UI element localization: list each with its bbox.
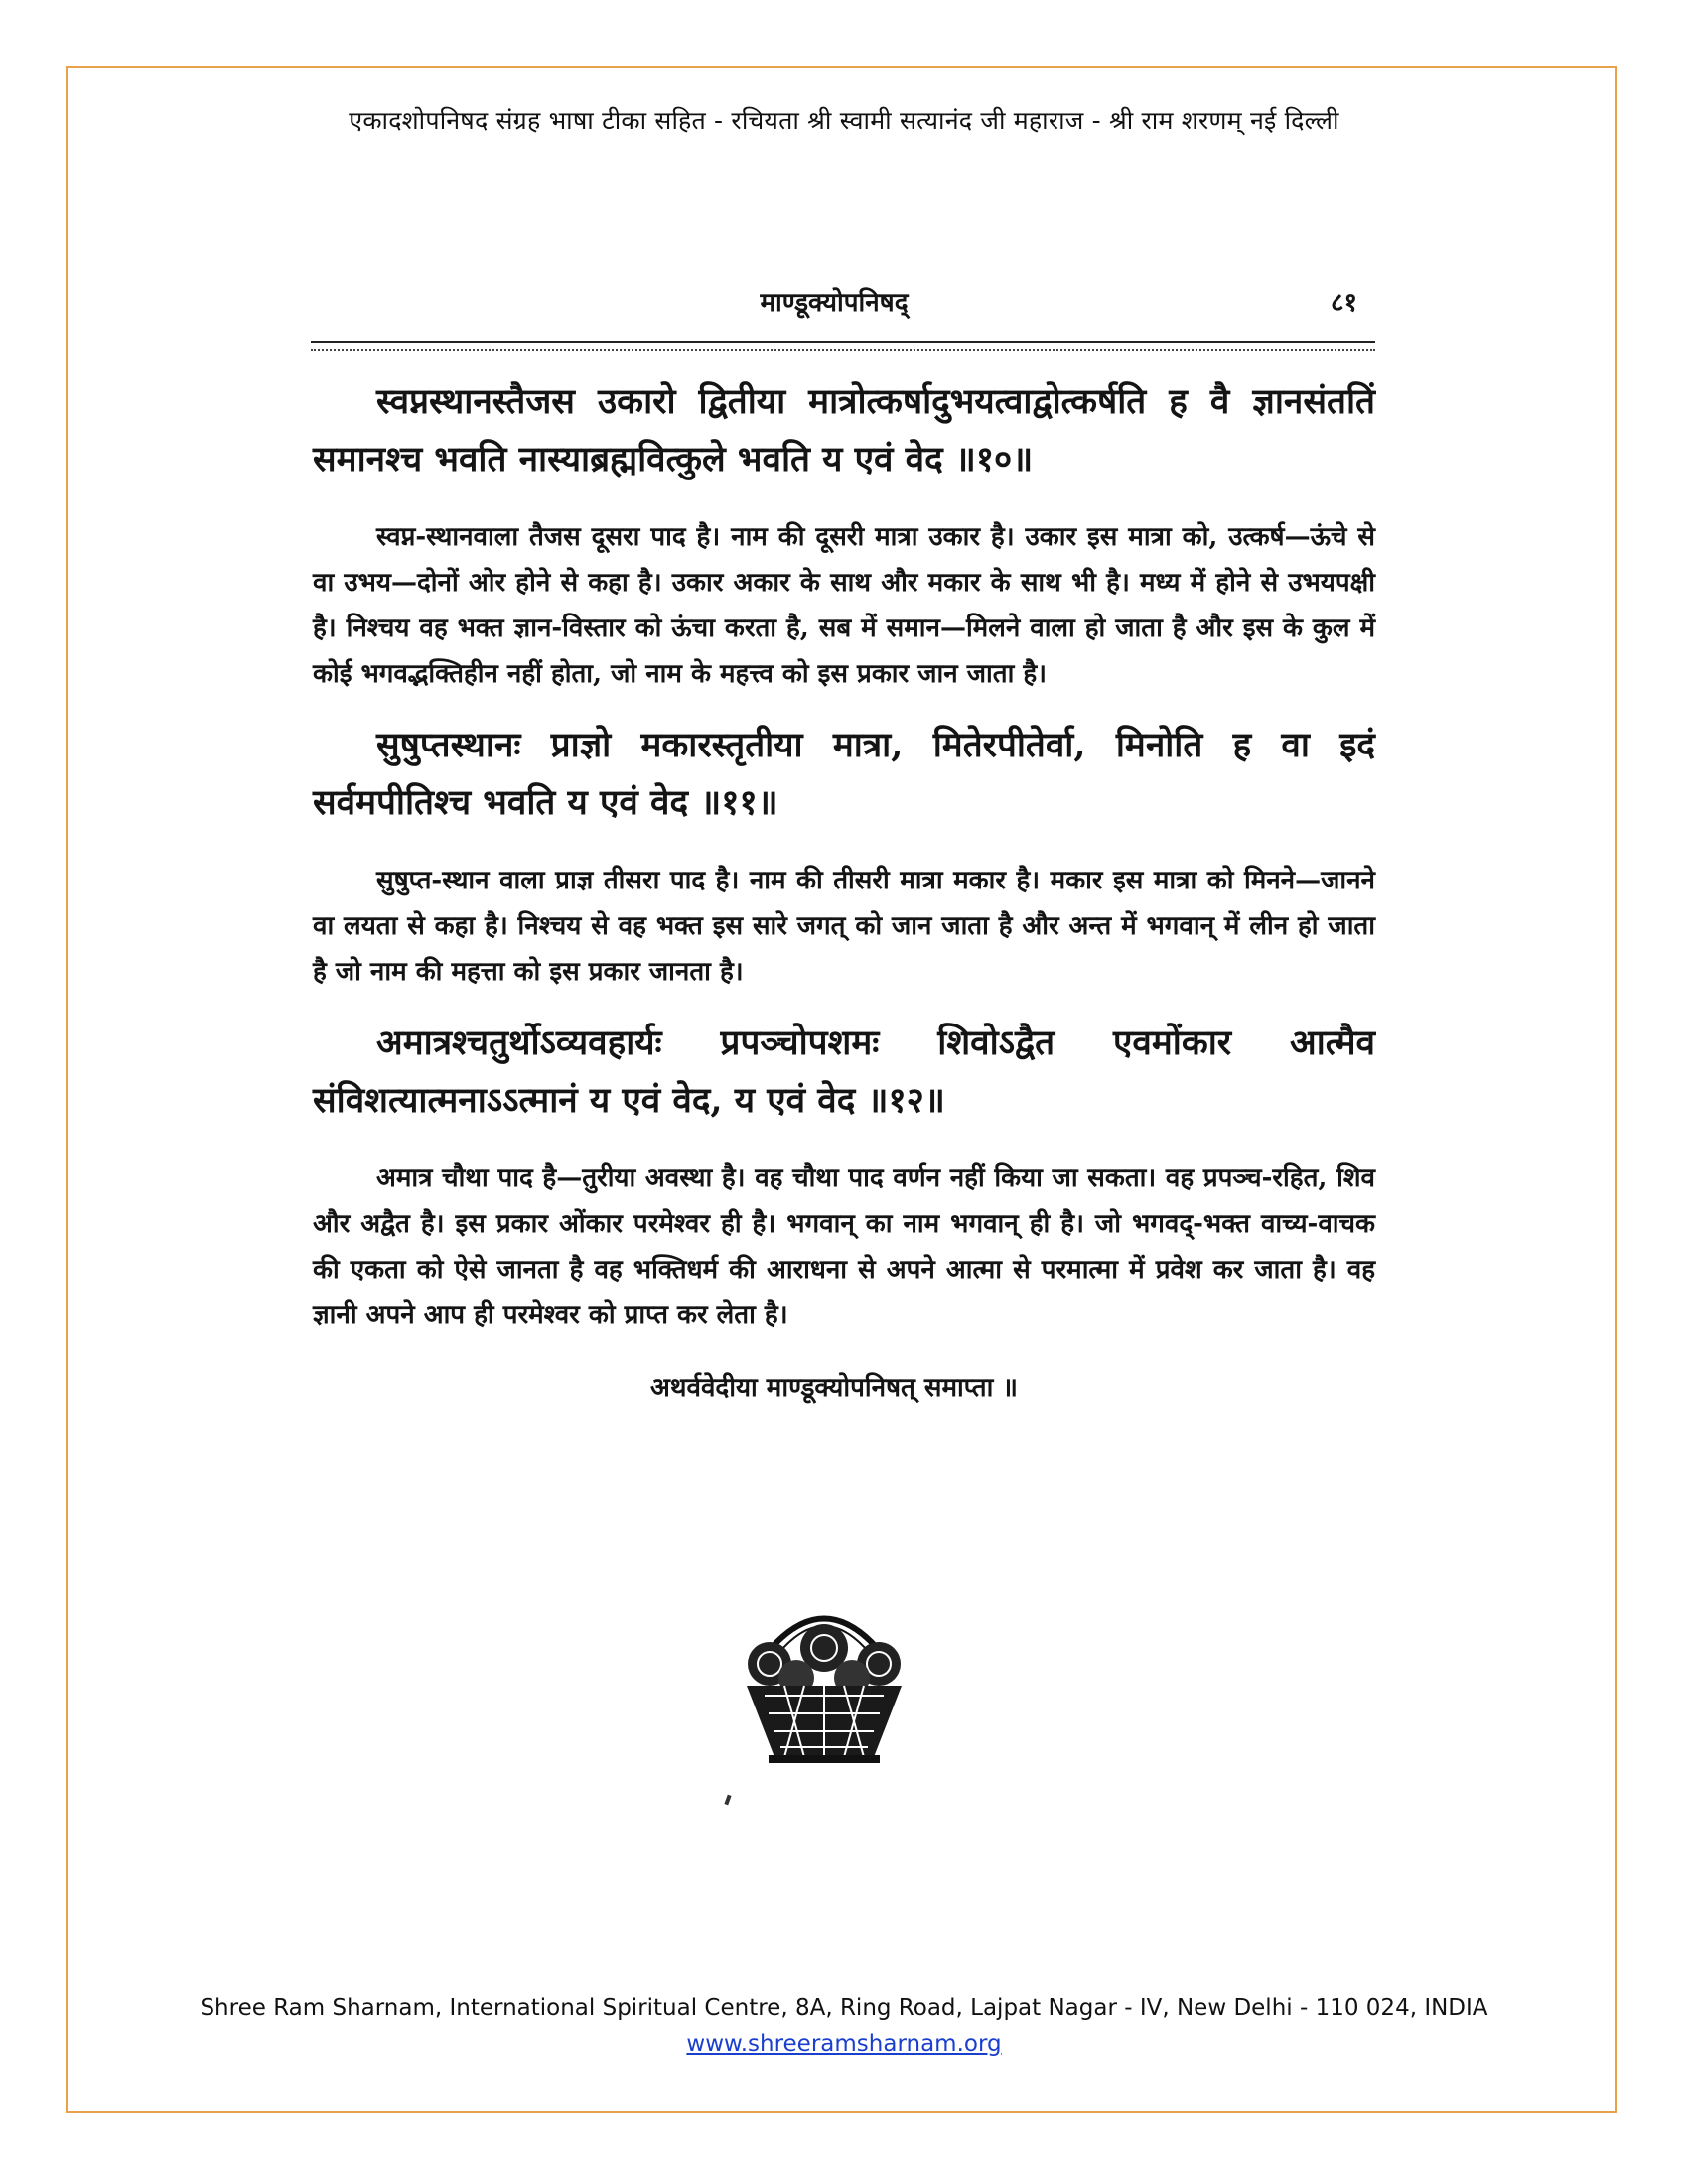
header-rule <box>311 341 1375 351</box>
website-link[interactable]: www.shreeramsharnam.org <box>686 2031 1002 2057</box>
verse-11: सुषुप्तस्थानः प्राज्ञो मकारस्तृतीया मात्रा, मितेरपीतेर्वा, मिनोति ह वा इदं सर्वमपीतिश्च भवति य एवं वेद ॥११॥ <box>313 725 1375 823</box>
scan-page-number: ८१ <box>1330 288 1357 318</box>
footer-website <box>0 2031 1688 2057</box>
commentary-11: सुषुप्त-स्थान वाला प्राज्ञ तीसरा पाद है। नाम की तीसरी मात्रा मकार है। मकार इस मात्रा को मिनने—जानने वा लयता से कहा है। निश्चय से वह भक्त इस सारे जगत् को जान जाता है और अन्त में भगवान् में लीन हो जाता है जो नाम की महत्ता को इस प्रकार जानता है। <box>313 866 1375 987</box>
commentary-12: अमात्र चौथा पाद है—तुरीया अवस्था है। वह चौथा पाद वर्णन नहीं किया जा सकता। वह प्रपञ्च-रहित, शिव और अद्वैत है। इस प्रकार ओंकार परमेश्वर ही है। भगवान् का नाम भगवान् ही है। जो भगवद्-भक्त वाच्य-वाचक की एकता को ऐसे जानता है वह भक्तिधर्म की आराधना से अपने आत्मा से परमात्मा में प्रवेश कर जाता है। वह ज्ञानी अपने आप ही परमेश्वर को प्राप्त कर लेता है। <box>313 1163 1375 1330</box>
flower-basket-icon <box>725 1586 923 1765</box>
colophon: अथर्ववेदीया माण्डूक्योपनिषत् समाप्ता ॥ <box>650 1373 1018 1403</box>
document-header: एकादशोपनिषद संग्रह भाषा टीका सहित - रचियता श्री स्वामी सत्यानंद जी महाराज - श्री राम शरणम् नई दिल्ली <box>349 106 1339 135</box>
verse-10: स्वप्नस्थानस्तैजस उकारो द्वितीया मात्रोत्कर्षादुभयत्वाद्वोत्कर्षति ह वै ज्ञानसंततिं समानश्च भवति नास्याब्रह्मवित्कुले भवति य एवं वेद ॥१०॥ <box>313 381 1375 479</box>
verse-12: अमात्रश्चतुर्थोऽव्यवहार्यः प्रपञ्चोपशमः शिवोऽद्वैत एवमोंकार आत्मैव संविशत्यात्मनाऽऽत्मानं य एवं वेद, य एवं वेद ॥१२॥ <box>313 1023 1375 1121</box>
scan-page-header <box>293 283 1375 327</box>
scanned-page <box>293 283 1375 1643</box>
scan-page-title: माण्डूक्योपनिषद् <box>760 288 909 318</box>
commentary-10: स्वप्न-स्थानवाला तैजस दूसरा पाद है। नाम की दूसरी मात्रा उकार है। उकार इस मात्रा को, उत्कर्ष—ऊंचे से वा उभय—दोनों ओर होने से कहा है। उकार अकार के साथ और मकार के साथ भी है। मध्य में होने से उभयपक्षी है। निश्चय वह भक्त ज्ञान-विस्तार को ऊंचा करता है, सब में समान—मिलने वाला हो जाता है और इस के कुल में कोई भगवद्भक्तिहीन नहीं होता, जो नाम के महत्त्व को इस प्रकार जान जाता है। <box>313 522 1375 689</box>
footer-address: Shree Ram Sharnam, International Spiritual Centre, 8A, Ring Road, Lajpat Nagar - IV, New Delhi - 110 024, INDIA <box>200 1995 1488 2021</box>
